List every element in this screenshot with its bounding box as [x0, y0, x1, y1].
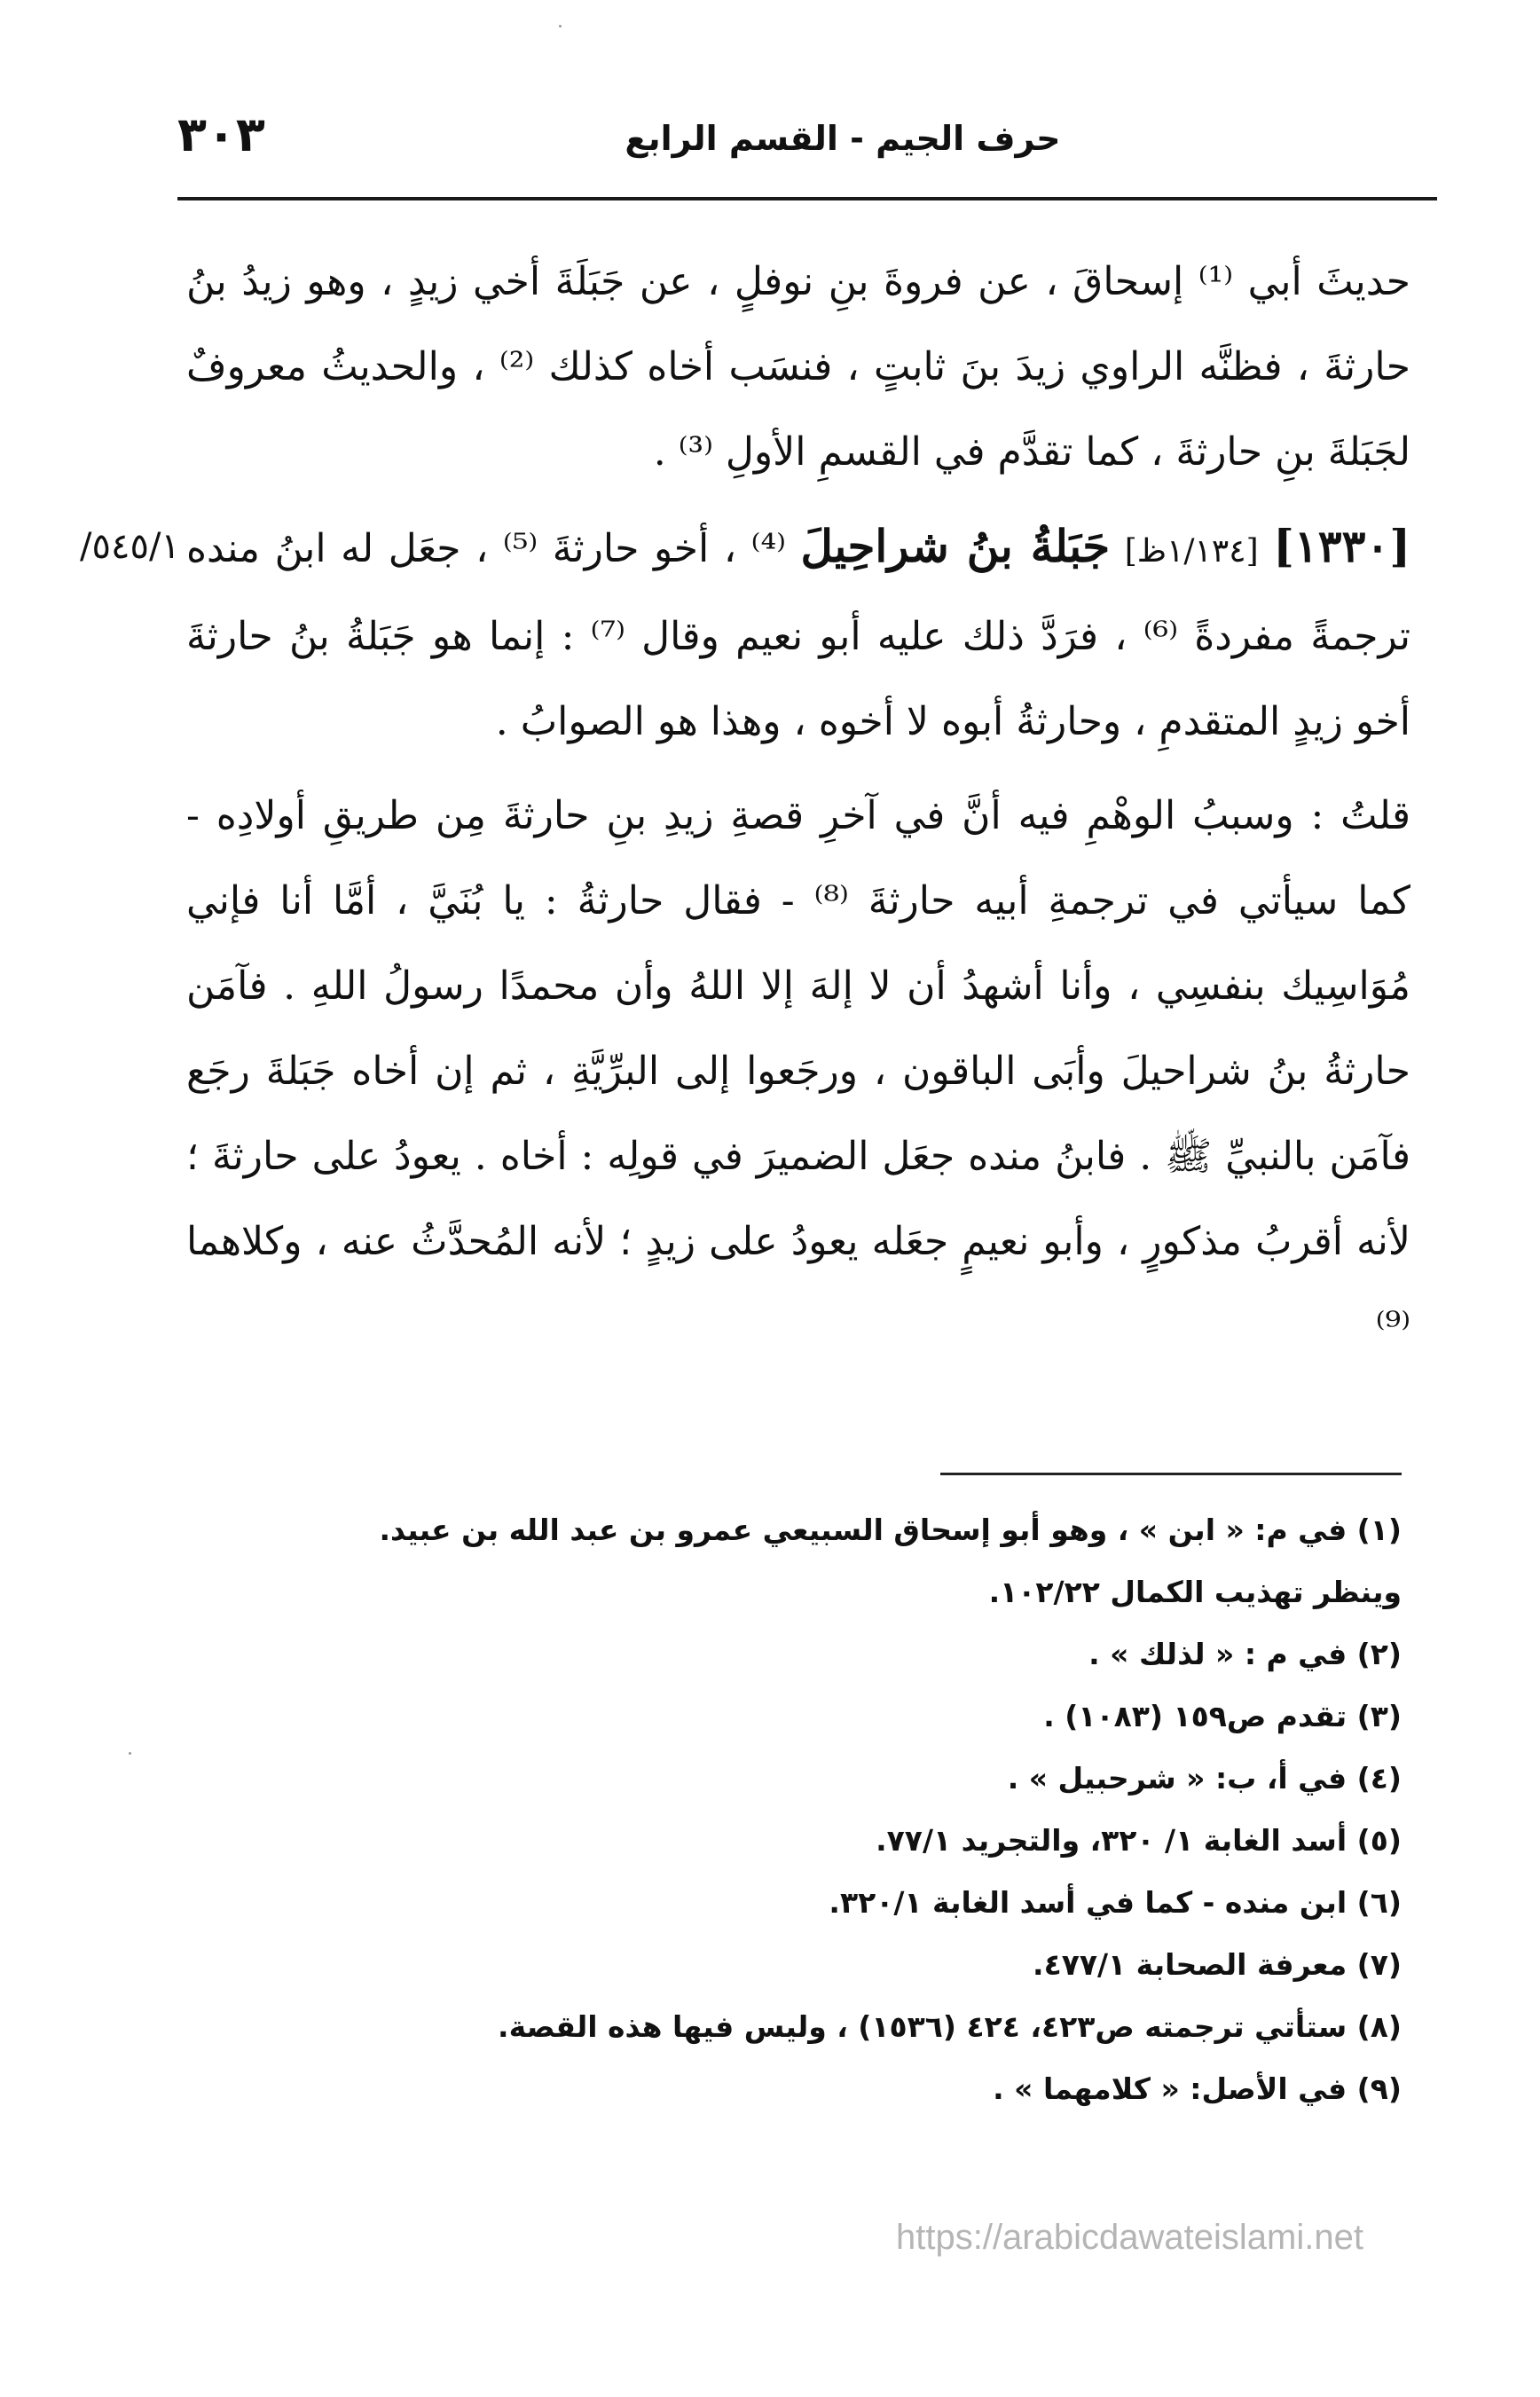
footnote: (٩) في الأصل: « كلامهما » . [993, 2071, 1402, 2106]
footnote-rule [940, 1473, 1402, 1475]
scan-speck [129, 1752, 131, 1755]
entry-name: جَبَلةُ بنُ شراحِيلَ [800, 520, 1111, 572]
footnote: (٧) معرفة الصحابة ٤٧٧/١. [1033, 1947, 1402, 1982]
footnote: (٥) أسد الغابة ١/ ٣٢٠، والتجريد ٧٧/١. [876, 1823, 1402, 1858]
footnote: (٢) في م : « لذلك » . [1088, 1637, 1402, 1671]
footnote: (٦) ابن منده - كما في أسد الغابة ٣٢٠/١. [829, 1885, 1402, 1920]
entry-number: [١٣٣٠] [1273, 520, 1410, 572]
footnote: (٤) في أ، ب: « شرحبيل » . [1007, 1761, 1402, 1796]
manuscript-reference: [١/١٣٤ظ] [1124, 533, 1259, 570]
page-header [177, 106, 1437, 186]
footnote: (٨) ستأتي ترجمته ص٤٢٣، ٤٢٤ (١٥٣٦) ، وليس فيها هذه القصة. [498, 2009, 1402, 2044]
main-text [80, 240, 1411, 1379]
footnote: (٣) تقدم ص١٥٩ (١٠٨٣) . [1043, 1699, 1402, 1733]
header-rule [177, 197, 1437, 200]
paragraph-continuation: حديثَ أبي ⁽¹⁾ إسحاقَ ، عن فروةَ بنِ نوفلٍ ، عن جَبَلَةَ أخي زيدٍ ، وهو زيدُ بنُ حارثةَ ، فظنَّه الراوي زيدَ بنَ ثابتٍ ، فنسَب أخاه كذلك ⁽²⁾ ، والحديثُ معروفٌ لجَبَلةَ بنِ حارثةَ ، كما تقدَّم في القسمِ الأولِ ⁽³⁾ . [186, 259, 1410, 475]
page-number: ٣٠٣ [177, 106, 265, 162]
running-title: حرف الجيم - القسم الرابع [625, 119, 1061, 158]
footnote: (١) في م: « ابن » ، وهو أبو إسحاق السبيعي عمرو بن عبد الله بن عبيد. وينظر تهذيب الكمال ١٠٢/٢٢. [379, 1513, 1402, 1609]
entry-paragraph [80, 504, 1411, 765]
watermark-url: https://arabicdawateislami.net [896, 2218, 1363, 2257]
entry-text: ⁽⁴⁾ ، أخو حارثةَ ⁽⁵⁾ ، جعَل له ابنُ منده ترجمةً مفردةً ⁽⁶⁾ ، فرَدَّ ذلك عليه أبو نعيم وقال ⁽⁷⁾ : إنما هو جَبَلةُ بنُ حارثةَ أخو زيدٍ المتقدمِ ، وحارثةُ أبوه لا أخوه ، وهذا هو الصوابُ . [186, 526, 1411, 744]
paragraph-commentary: قلتُ : وسببُ الوهْمِ فيه أنَّ في آخرِ قصةِ زيدِ بنِ حارثةَ مِن طريقِ أولادِه - كما سيأتي في ترجمةِ أبيه حارثةَ ⁽⁸⁾ - فقال حارثةُ : يا بُنَيَّ ، أمَّا أنا فإني مُوَاسِيك بنفسِي ، وأنا أشهدُ أن لا إلهَ إلا اللهُ وأن محمدًا رسولُ اللهِ . فآمَن حارثةُ بنُ شراحيلَ وأبَى الباقون ، ورجَعوا إلى البرِّيَّةِ ، ثم إن أخاه جَبَلةَ رجَع فآمَن بالنبيِّ ﷺ . فابنُ منده جعَل الضميرَ في قولِه : أخاه . يعودُ على حارثةَ ؛ لأنه أقربُ مذكورٍ ، وأبو نعيمٍ جعَله يعودُ على زيدٍ ؛ لأنه المُحدَّثُ عنه ، وكلاهما ⁽⁹⁾ [186, 793, 1410, 1349]
footnotes [293, 1499, 1402, 2120]
scan-speck [559, 25, 562, 28]
margin-cross-reference: /٥٤٥/١ [80, 526, 180, 567]
